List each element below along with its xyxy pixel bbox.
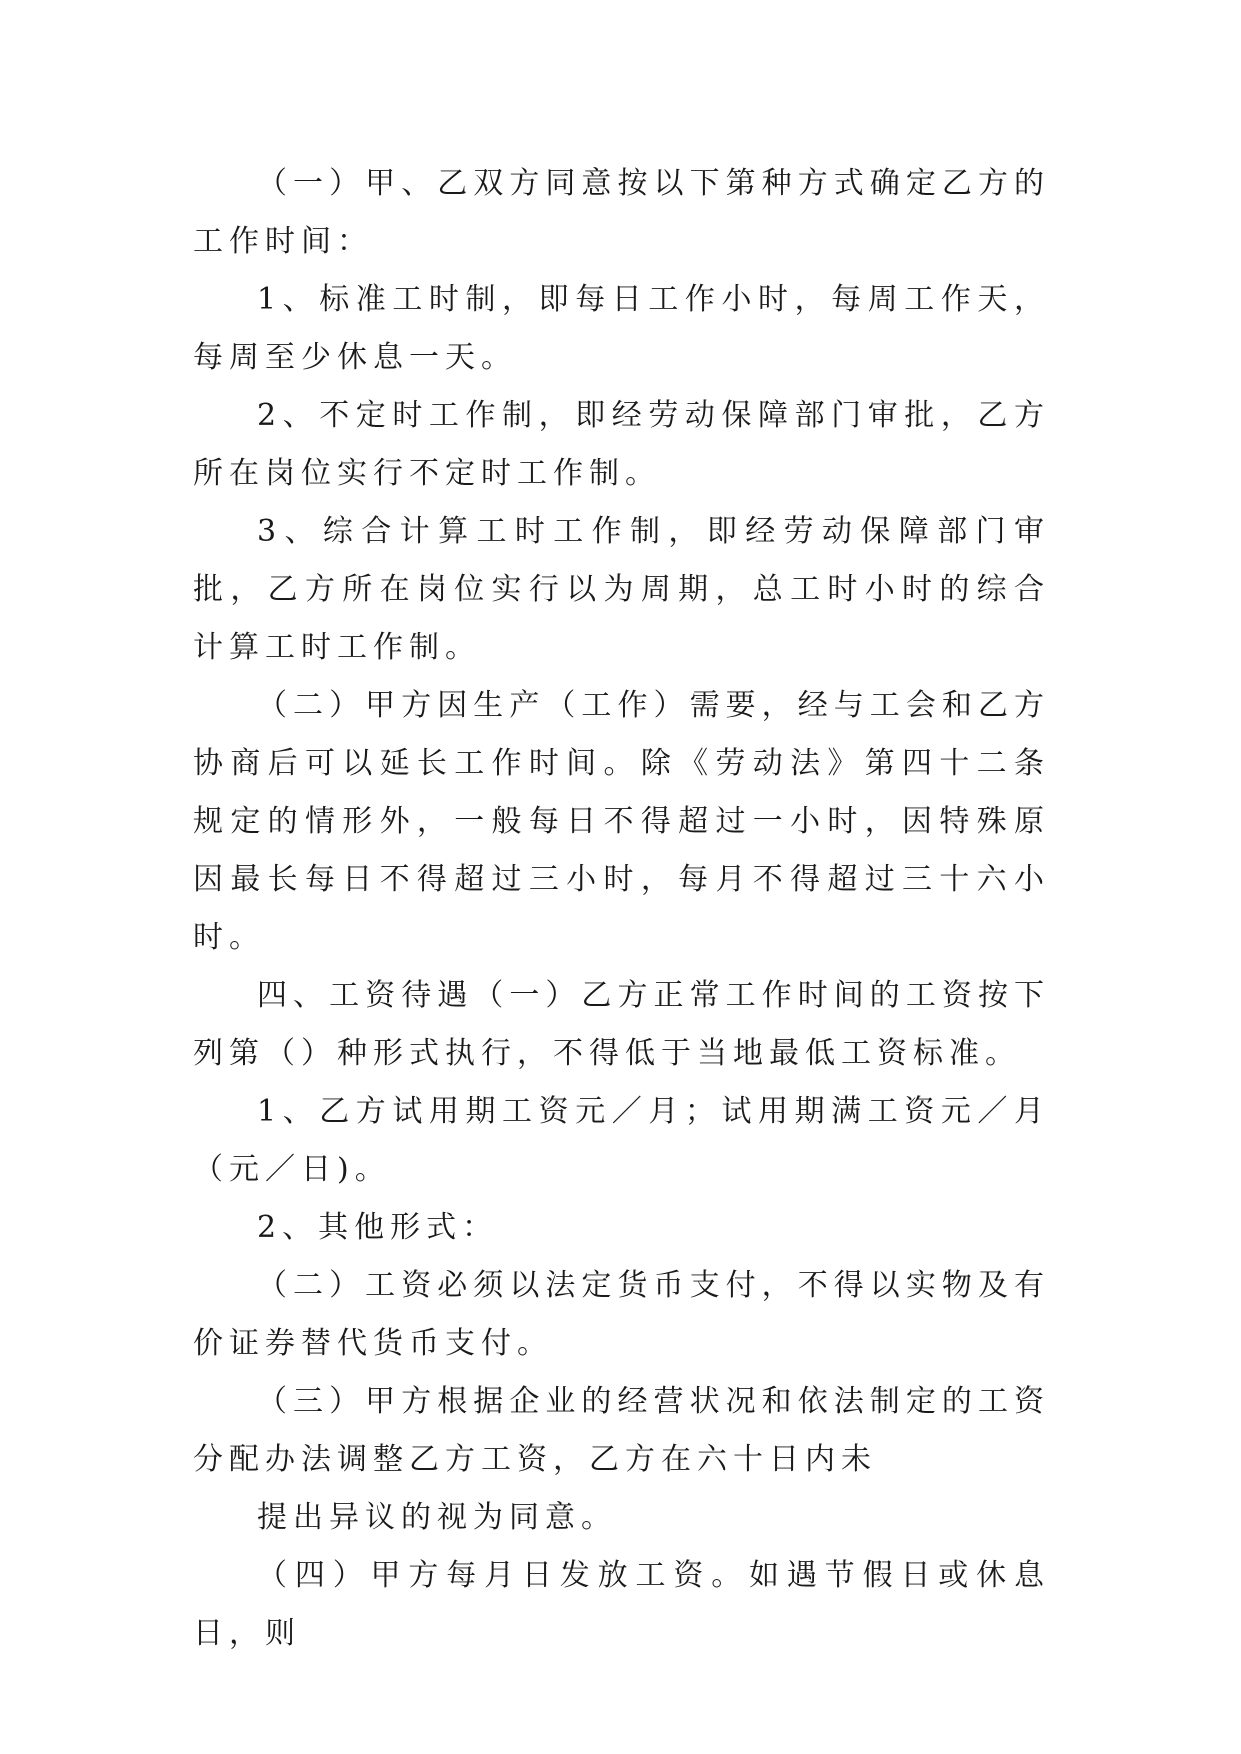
paragraph-overtime: （二）甲方因生产（工作）需要，经与工会和乙方协商后可以延长工作时间。除《劳动法》第四十二条规定的情形外，一般每日不得超过一小时，因特殊原因最长每日不得超过三小时，每月不得超过三十六小时。: [193, 688, 1050, 955]
paragraph-working-hours-intro: （一）甲、乙双方同意按以下第种方式确定乙方的工作时间：: [193, 166, 1050, 259]
paragraph-standard-hours: 1、标准工时制，即每日工作小时，每周工作天，每周至少休息一天。: [193, 282, 1050, 375]
paragraph-other-forms: 2、其他形式：: [257, 1210, 499, 1245]
paragraph-pay-date: （四）甲方每月日发放工资。如遇节假日或休息日，则: [193, 1558, 1050, 1651]
document-body: [193, 155, 1050, 1663]
paragraph-comprehensive-hours: 3、综合计算工时工作制，即经劳动保障部门审批，乙方所在岗位实行以为周期，总工时小时的综合计算工时工作制。: [193, 514, 1050, 665]
paragraph-wage-form: 四、工资待遇（一）乙方正常工作时间的工资按下列第（）种形式执行，不得低于当地最低工资标准。: [193, 978, 1050, 1071]
paragraph-probation-wage: 1、乙方试用期工资元／月；试用期满工资元／月（元／日)。: [193, 1094, 1050, 1187]
paragraph-wage-adjustment-continued: 提出异议的视为同意。: [257, 1500, 617, 1535]
paragraph-flexible-hours: 2、不定时工作制，即经劳动保障部门审批，乙方所在岗位实行不定时工作制。: [193, 398, 1050, 491]
paragraph-wage-adjustment: （三）甲方根据企业的经营状况和依法制定的工资分配办法调整乙方工资，乙方在六十日内未: [193, 1384, 1050, 1477]
paragraph-legal-currency: （二）工资必须以法定货币支付，不得以实物及有价证券替代货币支付。: [193, 1268, 1050, 1361]
